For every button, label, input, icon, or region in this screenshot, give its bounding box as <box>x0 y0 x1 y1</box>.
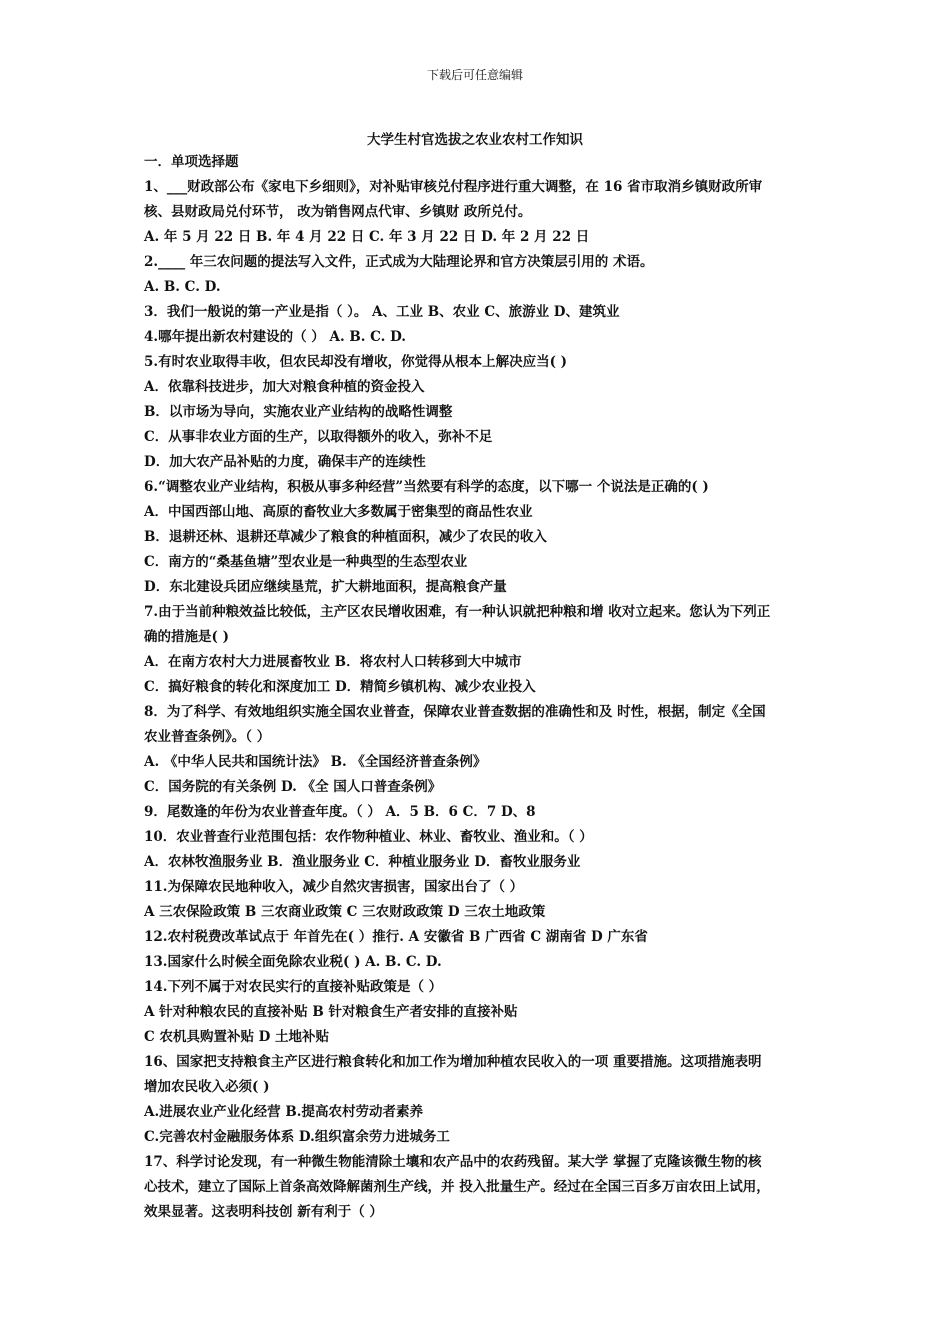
text-line: C．搞好粮食的转化和深度加工 D．精简乡镇机构、减少农业投入 <box>144 679 536 695</box>
text-line: 核、县财政局兑付环节， 改为销售网点代审、乡镇财 政所兑付。 <box>144 204 532 220</box>
text-line: A. 年 5 月 22 日 B. 年 4 月 22 日 C. 年 3 月 22 日 D. 年 2 月 22 日 <box>144 229 590 245</box>
text-line: C.完善农村金融服务体系 D.组织富余劳力进城务工 <box>144 1129 450 1145</box>
text-line: 10．农业普查行业范围包括：农作物种植业、林业、畜牧业、渔业和。（ ） <box>144 829 593 845</box>
header-note: 下载后可任意编辑 <box>426 68 523 82</box>
text-line: A．依靠科技进步，加大对粮食种植的资金投入 <box>144 379 425 395</box>
text-line: 4.哪年提出新农村建设的（ ） A. B. C. D. <box>144 329 407 345</box>
text-line: A. 《中华人民共和国统计法》 B. 《全国经济普查条例》 <box>144 754 487 770</box>
text-line: 3．我们一般说的第一产业是指（ ）。 A、工业 B、农业 C、旅游业 D、建筑业 <box>144 304 620 320</box>
text-line: A.进展农业产业化经营 B.提高农村劳动者素养 <box>144 1104 423 1120</box>
text-line: 确的措施是( ) <box>144 629 229 645</box>
text-line: B．以市场为导向，实施农业产业结构的战略性调整 <box>144 404 453 420</box>
text-line: D．加大农产品补贴的力度，确保丰产的连续性 <box>144 454 426 470</box>
text-line: 12.农村税费改革试点于 年首先在( ）推行. A 安徽省 B 广西省 C 湖南省 D 广东省 <box>144 929 648 945</box>
text-line: D．东北建设兵团应继续垦荒，扩大耕地面积，提高粮食产量 <box>144 579 507 595</box>
text-line: 5.有时农业取得丰收，但农民却没有增收，你觉得从根本上解决应当( ) <box>144 354 568 370</box>
text-line: 16、国家把支持粮食主产区进行粮食转化和加工作为增加种植农民收入的一项 重要措施。这项措施表明 <box>144 1054 762 1070</box>
text-line: A．在南方农村大力进展畜牧业 B．将农村人口转移到大中城市 <box>144 654 522 670</box>
text-line: C．国务院的有关条例 D. 《全 国人口普查条例》 <box>144 779 442 795</box>
text-line: A．农林牧渔服务业 B．渔业服务业 C．种植业服务业 D．畜牧业服务业 <box>144 854 581 870</box>
text-line: 17、科学讨论发现，有一种微生物能清除土壤和农产品中的农药残留。某大学 掌握了克隆该微生物的核 <box>144 1154 762 1170</box>
text-line: 11.为保障农民地种收入，减少自然灾害损害，国家出台了（ ） <box>144 879 524 895</box>
text-line: 9．尾数逢的年份为农业普查年度。（ ） A．5 B．6 C．7 D、8 <box>144 804 536 820</box>
text-line: B．退耕还林、退耕还草减少了粮食的种植面积，减少了农民的收入 <box>144 529 547 545</box>
text-line: 1、___财政部公布《家电下乡细则》，对补贴审核兑付程序进行重大调整，在 16 省市取消乡镇财政所审 <box>144 179 763 195</box>
text-line: 心技术，建立了国际上首条高效降解菌剂生产线，并 投入批量生产。经过在全国三百多万亩农田上试用， <box>144 1179 770 1195</box>
text-line: A 针对种粮农民的直接补贴 B 针对粮食生产者安排的直接补贴 <box>144 1004 518 1020</box>
text-line: 2.____ 年三农问题的提法写入文件，正式成为大陆理论界和官方决策层引用的 术语。 <box>144 254 654 270</box>
text-line: 增加农民收入必须( ) <box>144 1079 270 1095</box>
text-line: 效果显著。这表明科技创 新有利于（ ） <box>144 1204 383 1220</box>
text-line: 6.“调整农业产业结构，积极从事多种经营”当然要有科学的态度，以下哪一 个说法是正确的( ) <box>144 479 709 495</box>
text-line: 7.由于当前种粮效益比较低，主产区农民增收困难，有一种认识就把种粮和增 收对立起来。您认为下列正 <box>144 604 771 620</box>
text-line: A. B. C. D. <box>144 279 221 295</box>
text-line: A 三农保险政策 B 三农商业政策 C 三农财政政策 D 三农土地政策 <box>144 904 546 920</box>
text-line: 一．单项选择题 <box>144 154 239 170</box>
document-title: 大学生村官选拔之农业农村工作知识 <box>367 132 583 148</box>
text-line: 农业普查条例》。（ ） <box>144 729 271 745</box>
text-line: C．从事非农业方面的生产，以取得额外的收入，弥补不足 <box>144 429 493 445</box>
text-line: C 农机具购置补贴 D 土地补贴 <box>144 1029 330 1045</box>
text-line: 8．为了科学、有效地组织实施全国农业普查，保障农业普查数据的准确性和及 时性，根据，制定《全国 <box>144 704 766 720</box>
text-line: A．中国西部山地、高原的畜牧业大多数属于密集型的商品性农业 <box>144 504 533 520</box>
text-line: C．南方的“桑基鱼塘”型农业是一种典型的生态型农业 <box>144 554 468 570</box>
text-line: 14.下列不属于对农民实行的直接补贴政策是（ ） <box>144 979 443 995</box>
document-body <box>144 150 816 1225</box>
text-line: 13.国家什么时候全面免除农业税( ) A. B. C. D. <box>144 954 442 970</box>
